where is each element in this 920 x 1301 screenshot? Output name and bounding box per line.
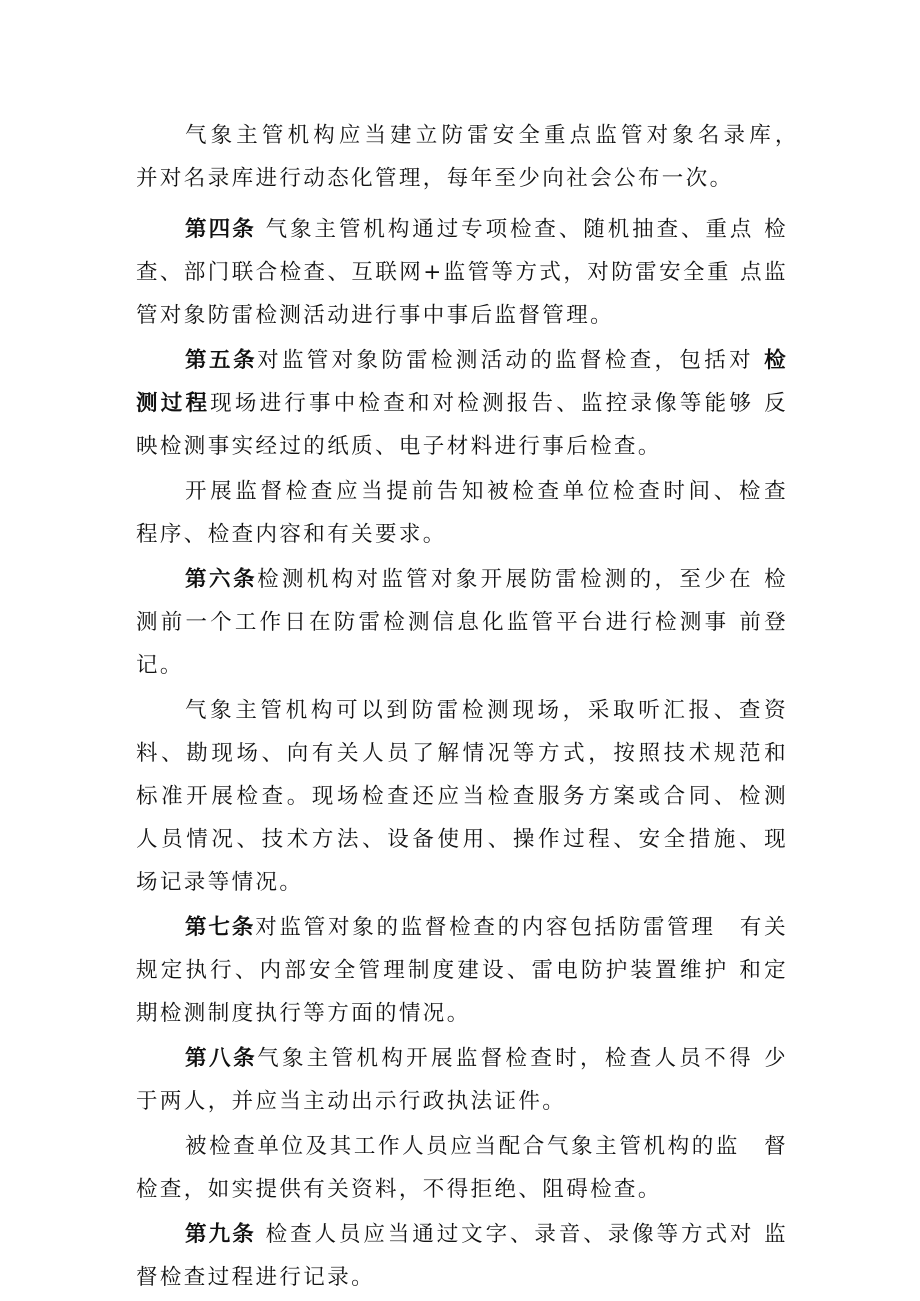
article-8: [0, 1037, 788, 1123]
paragraph-text: 气象主管机构开展监督检查时，检查人员不得 少于两人，并应当主动出示行政执法证件。: [136, 1046, 788, 1114]
article-4: [0, 208, 788, 337]
paragraph-9: [0, 1125, 788, 1211]
article-heading: 第八条: [185, 1046, 258, 1071]
article-7: [0, 906, 788, 1035]
paragraph-text: 气象主管机构通过专项检查、随机抽查、重点 检查、部门联合检查、互联网+监管等方式，对防雷安全重 点监管对象防雷检测活动进行事中事后监督管理。: [136, 217, 788, 328]
article-heading: 第六条: [185, 567, 258, 592]
article-heading: 第九条: [185, 1222, 256, 1247]
paragraph-text: 气象主管机构应当建立防雷安全重点监管对象名录库， 并对名录库进行动态化管理，每年至少向社会公布一次。: [136, 123, 812, 191]
paragraph-text: 检查人员应当通过文字、录音、录像等方式对 监督检查过程进行记录。: [136, 1222, 788, 1290]
article-heading: 第五条: [185, 348, 258, 373]
paragraph-1: [0, 114, 812, 200]
paragraph-6: [0, 689, 812, 904]
article-heading: 第四条: [185, 217, 256, 242]
article-5: [0, 339, 788, 468]
article-9: [0, 1213, 788, 1299]
paragraph-text: 气象主管机构可以到防雷检测现场，采取听汇报、查资 料、勘现场、向有关人员了解情况等方式，按照技术规范和 标准开展检查。现场检查还应当检查服务方案或合同、检测 人员情况、技术方法、设备使用、操作过程、安全措施、现 场记录等情况。: [136, 698, 812, 895]
paragraph-text-tail: 现场进行事中检查和对检测报告、监控录像等能够 反映检测事实经过的纸质、电子材料进行事后检查。: [136, 391, 789, 459]
article-heading: 第七条: [185, 915, 256, 940]
paragraph-text: 对监管对象防雷检测活动的监督检查，包括对: [257, 348, 765, 373]
paragraph-text: 检测机构对监管对象开展防雷检测的，至少在 检测前一个工作日在防雷检测信息化监管平台进行检测事 前登记。: [136, 567, 788, 678]
article-6: [0, 558, 788, 687]
paragraph-text: 对监管对象的监督检查的内容包括防雷管理 有关规定执行、内部安全管理制度建设、雷电防护装置维护 和定期检测制度执行等方面的情况。: [136, 915, 788, 1026]
emphasis-text: 检测过程: [136, 348, 788, 416]
paragraph-text: 开展监督检查应当提前告知被检查单位检查时间、检查 程序、检查内容和有关要求。: [136, 479, 788, 547]
paragraph-text: 被检查单位及其工作人员应当配合气象主管机构的监 督检查，如实提供有关资料，不得拒绝、阻碍检查。: [136, 1134, 788, 1202]
paragraph-4: [0, 470, 788, 556]
